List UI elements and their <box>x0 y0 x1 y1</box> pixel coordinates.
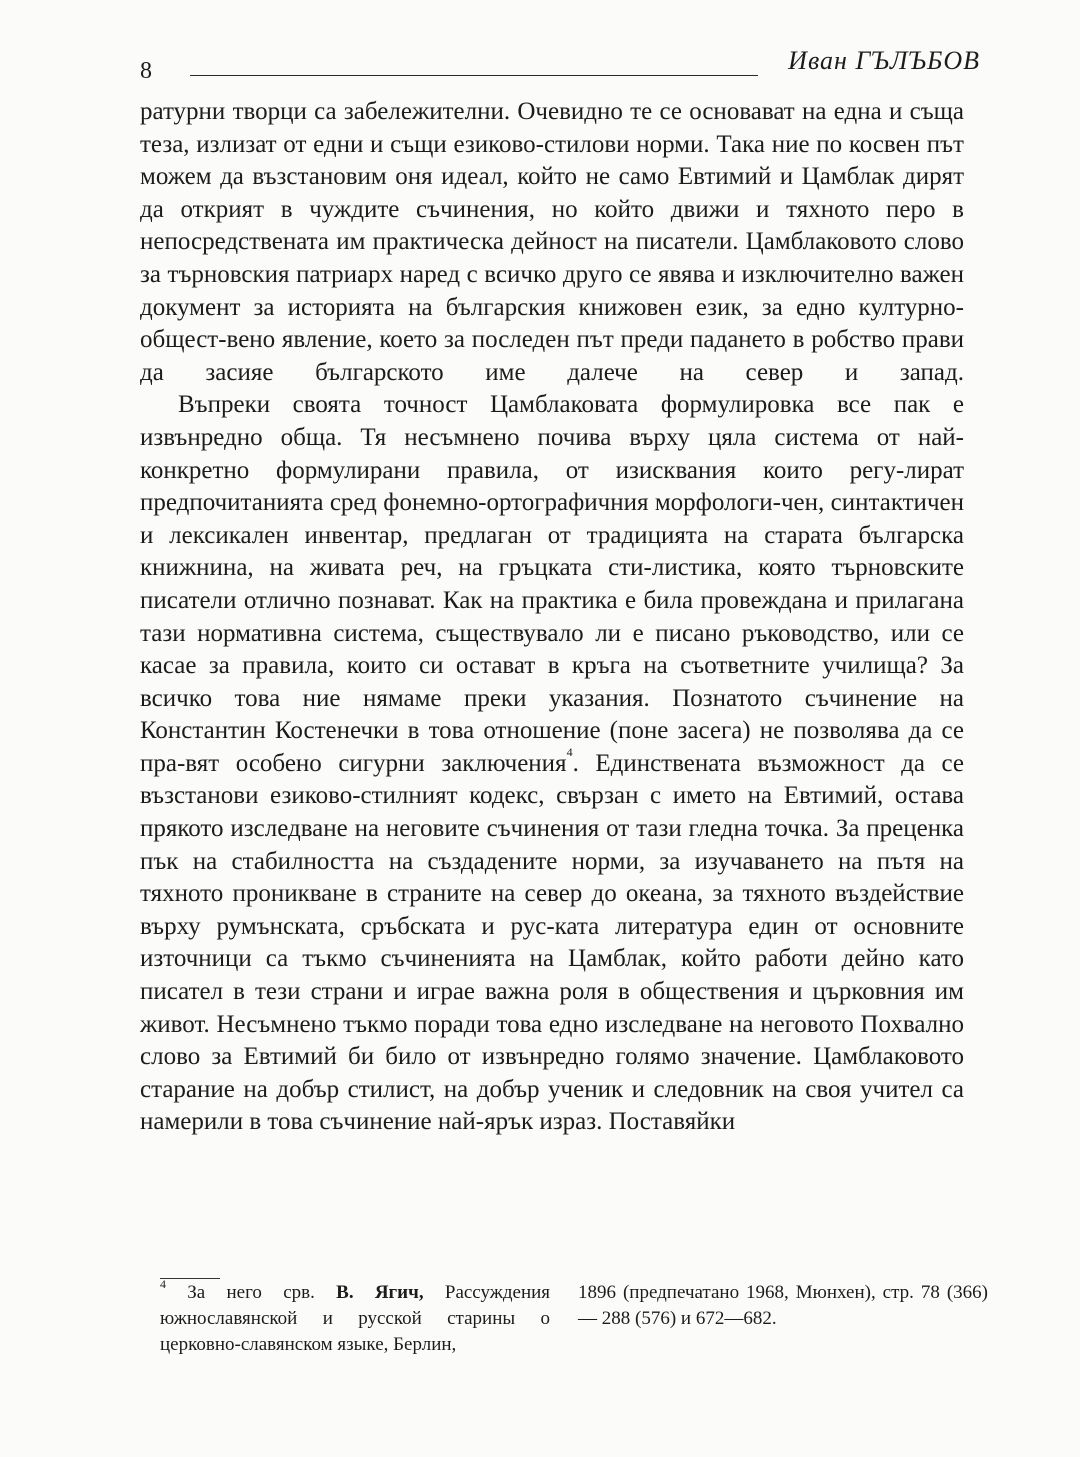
paragraph-2 <box>140 389 964 1139</box>
page-header <box>140 44 980 84</box>
running-head: Иван ГЪЛЪБОВ <box>788 46 980 75</box>
paragraph-1: ратурни творци са забележителни. Очевидно те се основават на една и съща теза, излизат от едни и същи езиково-стилови норми. Така ние по косвен път можем да възстановим оня идеал, който не само Евтимий и Цамблак дирят да открият в чуждите съчинения, но който движи и тяхното перо в непосредствената им практическа дейност на писатели. Цамблаковото слово за търновския патриарх наред с всичко друго се явява и изключително важен документ за историята на българския книжовен език, за едно културно-общест-вено явление, което за последен път преди падането в робство прави да засияе българското име далече на север и запад. <box>140 98 964 386</box>
paragraph-2-part-2: . Единствената възможност да се възстанови езиково-стилният кодекс, свързан с името на Евтимий, остава прякото изследване на неговите съчинения от тази гледна точка. За преценка пък на стабилността на създадените норми, за изучаването на пътя на тяхното проникване в страните на север до океана, за тяхното въздействие върху румънската, сръбската и рус-ката литература един от основните източници са тъкмо съчиненията на Цамблак, който работи дейно като писател в тези страни и играе важна роля в обществения и църковния им живот. Несъмнено тъкмо поради това едно изследване на неговото Похвално слово за Евтимий би било от извънредно голямо значение. Цамблаковото старание на добър стилист, на добър ученик и следовник на своя учител са намерили в това съчинение най-ярък израз. Поставяйки <box>140 749 964 1136</box>
paragraph-2-part-1: Въпреки своята точност Цамблаковата формулировка все пак е извънредно обща. Тя несъмнено почива върху цяла система от най-конкретно формулирани правила, от изисквания които регу-лират предпочитанията сред фонемно-ортографичния морфологи-чен, синтактичен и лексикален инвентар, предлаган от традицията на старата българска книжнина, на живата реч, на гръцката сти-листика, която търновските писатели отлично познават. Как на практика е била провеждана и прилагана тази нормативна система, съществувало ли е писано ръководство, или се касае за правила, които си остават в кръга на съответните училища? За всичко това ние нямаме преки указания. Познатото съчинение на Константин Костенечки в това отношение (поне засега) не позволява да се пра-вят особено сигурни заключения <box>140 391 964 777</box>
body-text <box>140 96 964 1139</box>
header-rule <box>190 75 758 76</box>
footnote-right-column: 1896 (предпечатано 1968, Мюнхен), стр. 78 (366) — 288 (576) и 672—682. <box>578 1282 988 1329</box>
footnote-number: 4 <box>160 1277 166 1291</box>
footnote-author: В. Ягич, <box>336 1282 424 1303</box>
footnote-left-column <box>160 1277 551 1358</box>
footnote-rule <box>160 1278 220 1279</box>
footnote-intro: За него срв. <box>187 1282 315 1303</box>
page-number: 8 <box>140 58 152 84</box>
footnote-title: Рассуждения южнославянской и русской старины о церковно-славянском языке, Берлин, <box>160 1282 551 1355</box>
footnote-ref: 4 <box>566 744 573 759</box>
